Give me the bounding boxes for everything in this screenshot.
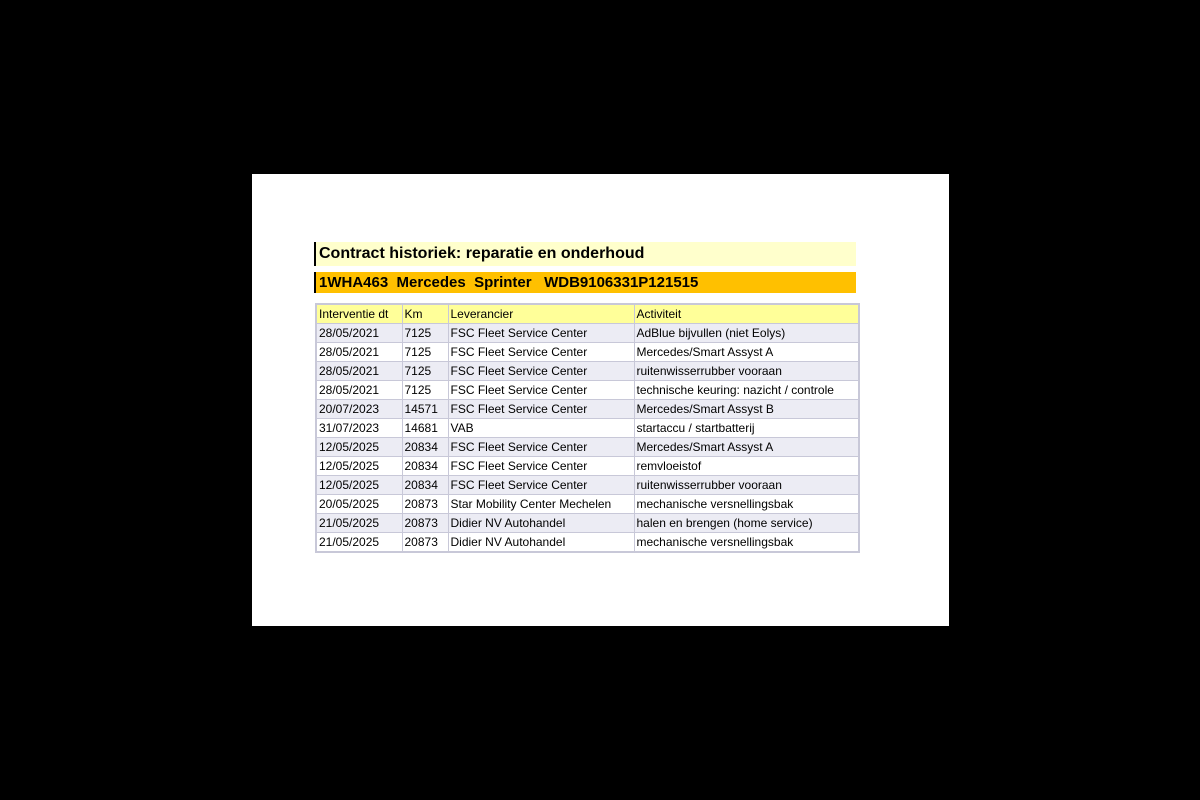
table-row: [316, 362, 859, 381]
cell-date: 28/05/2021: [316, 362, 402, 381]
cell-date: 28/05/2021: [316, 343, 402, 362]
vehicle-identifier: 1WHA463 Mercedes Sprinter WDB9106331P121515: [314, 272, 856, 293]
cell-km: 7125: [402, 381, 448, 400]
cell-supplier: FSC Fleet Service Center: [448, 438, 634, 457]
history-table: [315, 303, 860, 553]
cell-km: 20834: [402, 438, 448, 457]
cell-supplier: FSC Fleet Service Center: [448, 343, 634, 362]
table-row: [316, 514, 859, 533]
table-row: [316, 438, 859, 457]
cell-km: 20873: [402, 495, 448, 514]
cell-date: 20/05/2025: [316, 495, 402, 514]
table-row: [316, 381, 859, 400]
cell-activity: ruitenwisserrubber vooraan: [634, 362, 859, 381]
cell-activity: Mercedes/Smart Assyst A: [634, 343, 859, 362]
header-leverancier: Leverancier: [448, 304, 634, 324]
cell-activity: remvloeistof: [634, 457, 859, 476]
table-row: [316, 533, 859, 553]
cell-supplier: FSC Fleet Service Center: [448, 362, 634, 381]
cell-date: 12/05/2025: [316, 438, 402, 457]
cell-km: 7125: [402, 324, 448, 343]
cell-date: 28/05/2021: [316, 324, 402, 343]
cell-activity: startaccu / startbatterij: [634, 419, 859, 438]
document-page: [252, 174, 949, 626]
cell-supplier: FSC Fleet Service Center: [448, 476, 634, 495]
cell-supplier: FSC Fleet Service Center: [448, 400, 634, 419]
cell-km: 14571: [402, 400, 448, 419]
cell-km: 14681: [402, 419, 448, 438]
cell-supplier: Star Mobility Center Mechelen: [448, 495, 634, 514]
header-interventie-dt: Interventie dt: [316, 304, 402, 324]
cell-date: 21/05/2025: [316, 533, 402, 553]
cell-km: 7125: [402, 343, 448, 362]
cell-date: 31/07/2023: [316, 419, 402, 438]
table-header-row: [316, 304, 859, 324]
cell-supplier: FSC Fleet Service Center: [448, 381, 634, 400]
cell-supplier: FSC Fleet Service Center: [448, 324, 634, 343]
document-title: Contract historiek: reparatie en onderhoud: [314, 242, 856, 266]
cell-km: 20834: [402, 476, 448, 495]
cell-km: 20873: [402, 533, 448, 553]
cell-activity: halen en brengen (home service): [634, 514, 859, 533]
cell-supplier: Didier NV Autohandel: [448, 514, 634, 533]
cell-km: 20873: [402, 514, 448, 533]
cell-activity: Mercedes/Smart Assyst B: [634, 400, 859, 419]
cell-km: 7125: [402, 362, 448, 381]
table-row: [316, 495, 859, 514]
header-activiteit: Activiteit: [634, 304, 859, 324]
cell-km: 20834: [402, 457, 448, 476]
cell-date: 21/05/2025: [316, 514, 402, 533]
cell-date: 28/05/2021: [316, 381, 402, 400]
cell-activity: Mercedes/Smart Assyst A: [634, 438, 859, 457]
table-row: [316, 457, 859, 476]
cell-activity: mechanische versnellingsbak: [634, 495, 859, 514]
cell-supplier: VAB: [448, 419, 634, 438]
cell-supplier: Didier NV Autohandel: [448, 533, 634, 553]
table-row: [316, 324, 859, 343]
table-row: [316, 476, 859, 495]
header-km: Km: [402, 304, 448, 324]
cell-supplier: FSC Fleet Service Center: [448, 457, 634, 476]
table-row: [316, 419, 859, 438]
cell-date: 12/05/2025: [316, 457, 402, 476]
table-row: [316, 400, 859, 419]
cell-date: 12/05/2025: [316, 476, 402, 495]
cell-activity: AdBlue bijvullen (niet Eolys): [634, 324, 859, 343]
table-row: [316, 343, 859, 362]
cell-activity: mechanische versnellingsbak: [634, 533, 859, 553]
cell-activity: ruitenwisserrubber vooraan: [634, 476, 859, 495]
cell-activity: technische keuring: nazicht / controle: [634, 381, 859, 400]
cell-date: 20/07/2023: [316, 400, 402, 419]
